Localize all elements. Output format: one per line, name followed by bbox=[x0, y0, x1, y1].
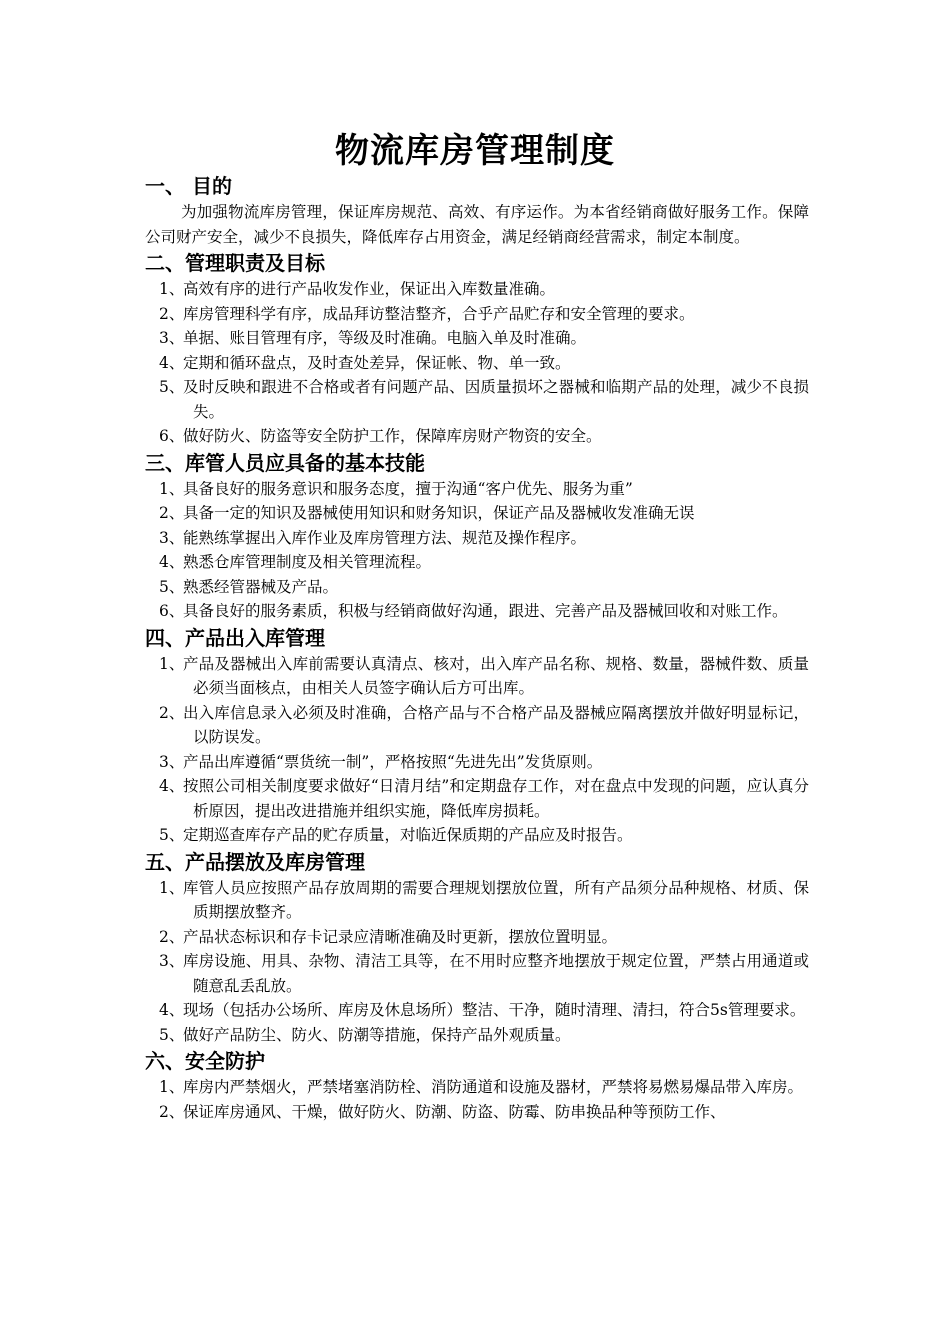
list-item-text: 做好防火、防盗等安全防护工作，保障库房财产物资的安全。 bbox=[183, 427, 602, 445]
list-item-text: 能熟练掌握出入库作业及库房管理方法、规范及操作程序。 bbox=[183, 528, 587, 547]
list-item-number: 2、 bbox=[159, 927, 185, 946]
list-item-text: 熟悉仓库管理制度及相关管理流程。 bbox=[183, 553, 432, 571]
list-item-text: 库房管理科学有序，成品拜访整洁整齐，合乎产品贮存和安全管理的要求。 bbox=[183, 304, 695, 323]
list-item bbox=[145, 774, 809, 823]
list-item-number: 2、 bbox=[159, 1102, 185, 1121]
list-item-number: 5、 bbox=[159, 378, 185, 396]
section-heading: 四、产品出入库管理 bbox=[145, 625, 325, 650]
list-item bbox=[145, 575, 809, 600]
list-item-text: 做好产品防尘、防火、防潮等措施，保持产品外观质量。 bbox=[183, 1025, 571, 1044]
list-item-number: 5、 bbox=[159, 826, 185, 844]
list-item-text: 具备良好的服务素质，积极与经销商做好沟通，跟进、完善产品及器械回收和对账工作。 bbox=[183, 602, 788, 620]
list-item bbox=[145, 1023, 809, 1048]
list-item bbox=[145, 823, 809, 848]
list-item-text: 库房设施、用具、杂物、清洁工具等，在不用时应整齐地摆放于规定位置，严禁占用通道或随意乱丢乱放。 bbox=[183, 952, 809, 995]
list-item-number: 6、 bbox=[159, 427, 185, 445]
list-item-number: 3、 bbox=[159, 752, 185, 771]
list-item-text: 单据、账目管理有序，等级及时准确。电脑入单及时准确。 bbox=[183, 329, 587, 347]
list-item-number: 5、 bbox=[159, 1025, 185, 1044]
list-item-number: 3、 bbox=[159, 528, 185, 547]
list-item-number: 2、 bbox=[159, 304, 185, 323]
list-item-text: 熟悉经管器械及产品。 bbox=[183, 577, 339, 596]
document-body bbox=[145, 172, 809, 1124]
list-item-number: 1、 bbox=[159, 654, 185, 673]
section-heading: 三、库管人员应具备的基本技能 bbox=[145, 450, 425, 475]
list-item bbox=[145, 277, 809, 302]
list-item bbox=[145, 925, 809, 950]
list-item-text: 产品出库遵循“票货统一制”，严格按照“先进先出”发货原则。 bbox=[183, 752, 603, 771]
list-item bbox=[145, 550, 809, 575]
list-item bbox=[145, 701, 809, 750]
list-item-text: 库管人员应按照产品存放周期的需要合理规划摆放位置，所有产品须分品种规格、材质、保质期摆放整齐。 bbox=[183, 878, 809, 921]
list-item-text: 保证库房通风、干燥，做好防火、防潮、防盗、防霉、防串换品种等预防工作、 bbox=[183, 1102, 726, 1121]
list-item bbox=[145, 1075, 809, 1100]
list-item-text: 出入库信息录入必须及时准确，合格产品与不合格产品及器械应隔离摆放并做好明显标记，以防误发。 bbox=[183, 703, 809, 746]
section-heading: 一、 目的 bbox=[145, 174, 232, 198]
list-item bbox=[145, 750, 809, 775]
document-title: 物流库房管理制度 bbox=[335, 131, 615, 171]
list-item-text: 定期和循环盘点，及时查处差异，保证帐、物、单一致。 bbox=[183, 353, 571, 372]
list-item-number: 2、 bbox=[159, 504, 185, 522]
list-item-number: 3、 bbox=[159, 329, 185, 347]
list-item-number: 2、 bbox=[159, 703, 185, 722]
list-item bbox=[145, 326, 809, 351]
list-item-text: 现场（包括办公场所、库房及休息场所）整洁、干净，随时清理、清扫，符合5s管理要求。 bbox=[183, 1001, 806, 1019]
list-item-number: 6、 bbox=[159, 602, 185, 620]
list-item bbox=[145, 1100, 809, 1125]
list-item-text: 具备一定的知识及器械使用知识和财务知识，保证产品及器械收发准确无误 bbox=[183, 504, 695, 522]
list-item-number: 1、 bbox=[159, 479, 185, 498]
section-heading: 六、安全防护 bbox=[145, 1049, 265, 1073]
list-item-text: 高效有序的进行产品收发作业，保证出入库数量准确。 bbox=[183, 280, 556, 298]
list-item-number: 5、 bbox=[159, 577, 185, 596]
list-item-text: 产品状态标识和存卡记录应清晰准确及时更新，摆放位置明显。 bbox=[183, 927, 618, 946]
list-item-number: 4、 bbox=[159, 777, 185, 795]
list-item-text: 及时反映和跟进不合格或者有问题产品、因质量损坏之器械和临期产品的处理，减少不良损失。 bbox=[183, 378, 809, 421]
list-item-number: 4、 bbox=[159, 353, 185, 372]
list-item-number: 1、 bbox=[159, 1078, 185, 1096]
list-item-text: 产品及器械出入库前需要认真清点、核对，出入库产品名称、规格、数量，器械件数、质量必须当面核点，由相关人员签字确认后方可出库。 bbox=[183, 654, 809, 697]
section-heading: 五、产品摆放及库房管理 bbox=[145, 849, 365, 874]
list-item-text: 具备良好的服务意识和服务态度，擅于沟通“客户优先、服务为重” bbox=[183, 479, 633, 498]
list-item bbox=[145, 526, 809, 551]
list-item-number: 1、 bbox=[159, 878, 185, 897]
list-item bbox=[145, 302, 809, 327]
list-item bbox=[145, 501, 809, 526]
section-paragraph: 为加强物流库房管理，保证库房规范、高效、有序运作。为本省经销商做好服务工作。保障公司财产安全，减少不良损失，降低库存占用资金，满足经销商经营需求，制定本制度。 bbox=[145, 203, 809, 246]
list-item bbox=[145, 652, 809, 701]
section-heading: 二、管理职责及目标 bbox=[145, 251, 325, 275]
list-item bbox=[145, 351, 809, 376]
list-item bbox=[145, 424, 809, 449]
list-item bbox=[145, 599, 809, 624]
list-item bbox=[145, 477, 809, 502]
list-item bbox=[145, 949, 809, 998]
list-item-text: 库房内严禁烟火，严禁堵塞消防栓、消防通道和设施及器材，严禁将易燃易爆品带入库房。 bbox=[183, 1078, 804, 1096]
list-item-number: 1、 bbox=[159, 280, 185, 298]
list-item-number: 4、 bbox=[159, 1001, 185, 1019]
list-item-number: 4、 bbox=[159, 553, 185, 571]
list-item bbox=[145, 876, 809, 925]
list-item bbox=[145, 998, 809, 1023]
list-item-text: 定期巡查库存产品的贮存质量，对临近保质期的产品应及时报告。 bbox=[183, 826, 633, 844]
list-item-text: 按照公司相关制度要求做好“日清月结”和定期盘存工作，对在盘点中发现的问题，应认真分析原因，提出改进措施并组织实施，降低库房损耗。 bbox=[183, 777, 809, 820]
list-item-number: 3、 bbox=[159, 952, 185, 970]
list-item bbox=[145, 375, 809, 424]
